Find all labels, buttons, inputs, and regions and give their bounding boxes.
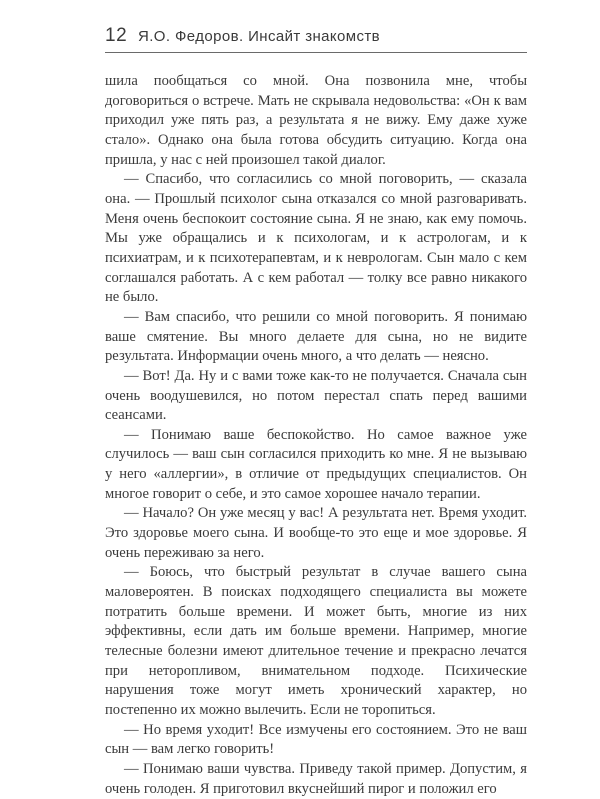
paragraph-continuation: шила пообщаться со мной. Она позвонила мне, чтобы договориться о встрече. Мать не скрывала недовольства: «Он к вам приходил уже пять раз, а результата я не вижу. Ему даже хуже стало». Однако она была готова обсудить ситуацию. Когда она пришла, у нас с ней произошел такой диалог.: [105, 73, 527, 168]
paragraph: — Понимаю ваши чувства. Приведу такой пример. Допустим, я очень голоден. Я приготовил вкуснейший пирог и положил его: [105, 760, 527, 797]
running-title: Я.О. Федоров. Инсайт знакомств: [138, 28, 381, 45]
paragraph: — Спасибо, что согласились со мной поговорить, — сказала она. — Прошлый психолог сына отказался со мной разговаривать. Меня очень беспокоит состояние сына. Я не знаю, как ему помочь. Мы уже обращались и к психологам, и к астрологам, и к психиатрам, и к психотерапевтам, и к неврологам. Сын мало с кем соглашался работать. А с кем работал — толку все равно никакого не было.: [105, 171, 527, 306]
body-text: [105, 72, 527, 799]
paragraph: — Но время уходит! Все измучены его состоянием. Это не ваш сын — вам легко говорить!: [105, 721, 527, 758]
paragraph: — Вам спасибо, что решили со мной поговорить. Я понимаю ваше смятение. Вы много делаете для сына, но не видите результата. Информации очень много, а что делать — неясно.: [105, 308, 527, 365]
paragraph: — Вот! Да. Ну и с вами тоже как-то не получается. Сначала сын очень воодушевился, но потом перестал спать перед вашими сеансами.: [105, 367, 527, 424]
paragraph: — Боюсь, что быстрый результат в случае вашего сына маловероятен. В поисках подходящего специалиста вы можете потратить больше времени. И может быть, многие из них эффективны, если дать им больше времени. Например, многие телесные болезни имеют длительное течение и прекрасно лечатся при неторопливом, внимательном подходе. Психические нарушения тоже могут иметь хронический характер, но постепенно их можно вылечить. Если не торопиться.: [105, 564, 527, 718]
paragraph: — Начало? Он уже месяц у вас! А результата нет. Время уходит. Это здоровье моего сына. И вообще-то это еще и мое здоровье. Я очень переживаю за него.: [105, 505, 527, 561]
page-number: 12: [105, 25, 128, 46]
paragraph: — Понимаю ваше беспокойство. Но самое важное уже случилось — ваш сын согласился приходить ко мне. Я не вызываю у него «аллергии», в отличие от предыдущих специалистов. Он многое говорит о себе, и это самое хорошее начало терапии.: [105, 426, 527, 502]
running-head: [105, 24, 527, 53]
